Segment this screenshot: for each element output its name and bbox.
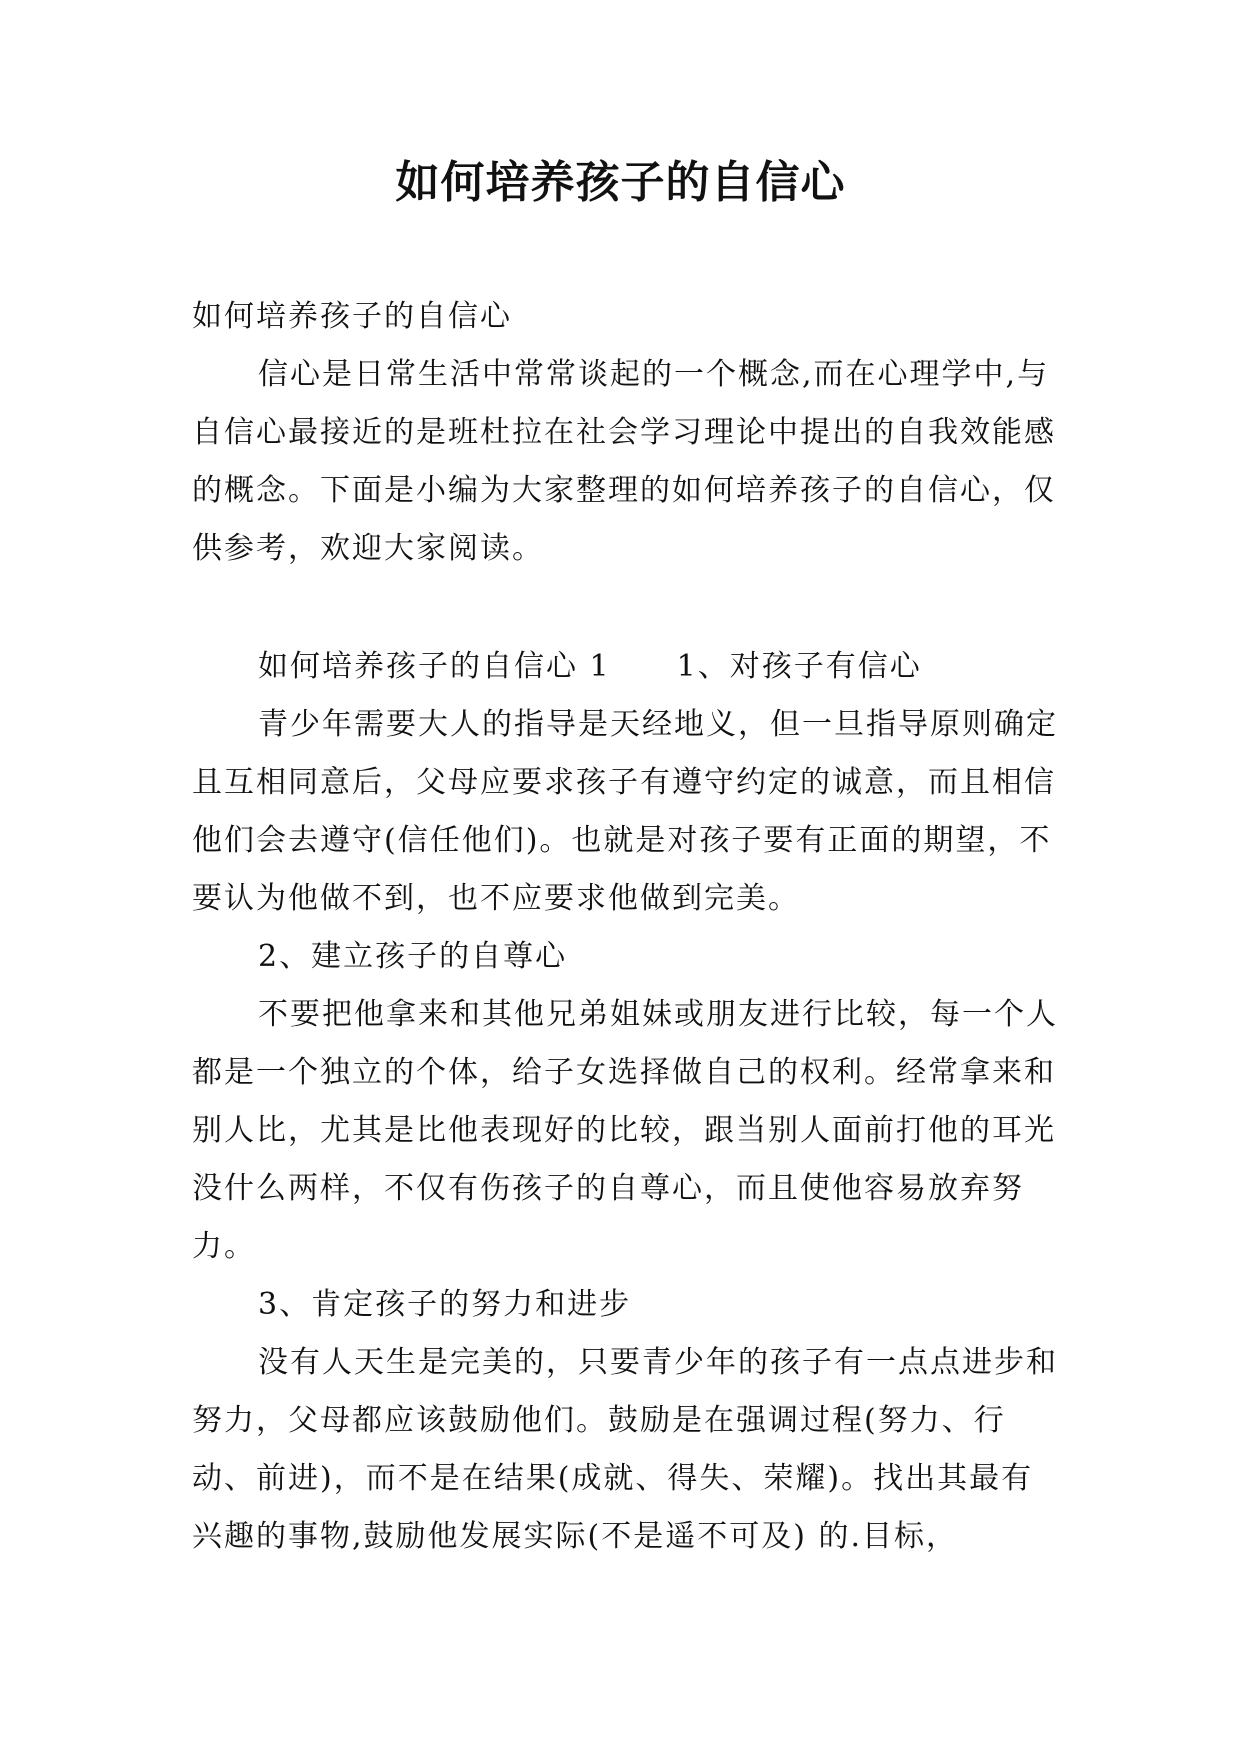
point3-heading: 3、肯定孩子的努力和进步 <box>258 1287 632 1322</box>
point2-paragraph: 不要把他拿来和其他兄弟姐妹或朋友进行比较，每一个人都是一个独立的个体，给子女选择做自己的权利。经常拿来和别人比，尤其是比他表现好的比较，跟当别人面前打他的耳光没什么两样，不仅有伤孩子的自尊心，而且使他容易放弃努力。 <box>192 997 1058 1264</box>
section-heading-line <box>192 638 1062 696</box>
subtitle: 如何培养孩子的自信心 <box>192 299 512 334</box>
point3-paragraph: 没有人天生是完美的，只要青少年的孩子有一点点进步和努力，父母都应该鼓励他们。鼓励是在强调过程(努力、行动、前进)，而不是在结果(成就、得失、荣耀)。找出其最有兴趣的事物,鼓励他发展实际(不是遥不可及) 的.目标， <box>192 1345 1058 1554</box>
point1-paragraph: 青少年需要大人的指导是天经地义，但一旦指导原则确定且互相同意后，父母应要求孩子有遵守约定的诚意，而且相信他们会去遵守(信任他们)。也就是对孩子要有正面的期望，不要认为他做不到，也不应要求他做到完美。 <box>192 707 1058 916</box>
paragraph-gap <box>192 578 1062 638</box>
point2-heading: 2、建立孩子的自尊心 <box>258 939 568 974</box>
document-body <box>192 288 1062 1566</box>
intro-paragraph: 信心是日常生活中常常谈起的一个概念,而在心理学中,与自信心最接近的是班杜拉在社会学习理论中提出的自我效能感的概念。下面是小编为大家整理的如何培养孩子的自信心，仅供参考，欢迎大家阅读。 <box>192 357 1056 566</box>
document-title: 如何培养孩子的自信心 <box>395 157 846 208</box>
section-heading: 如何培养孩子的自信心 1 <box>258 649 611 684</box>
point1-heading: 1、对孩子有信心 <box>676 649 922 684</box>
